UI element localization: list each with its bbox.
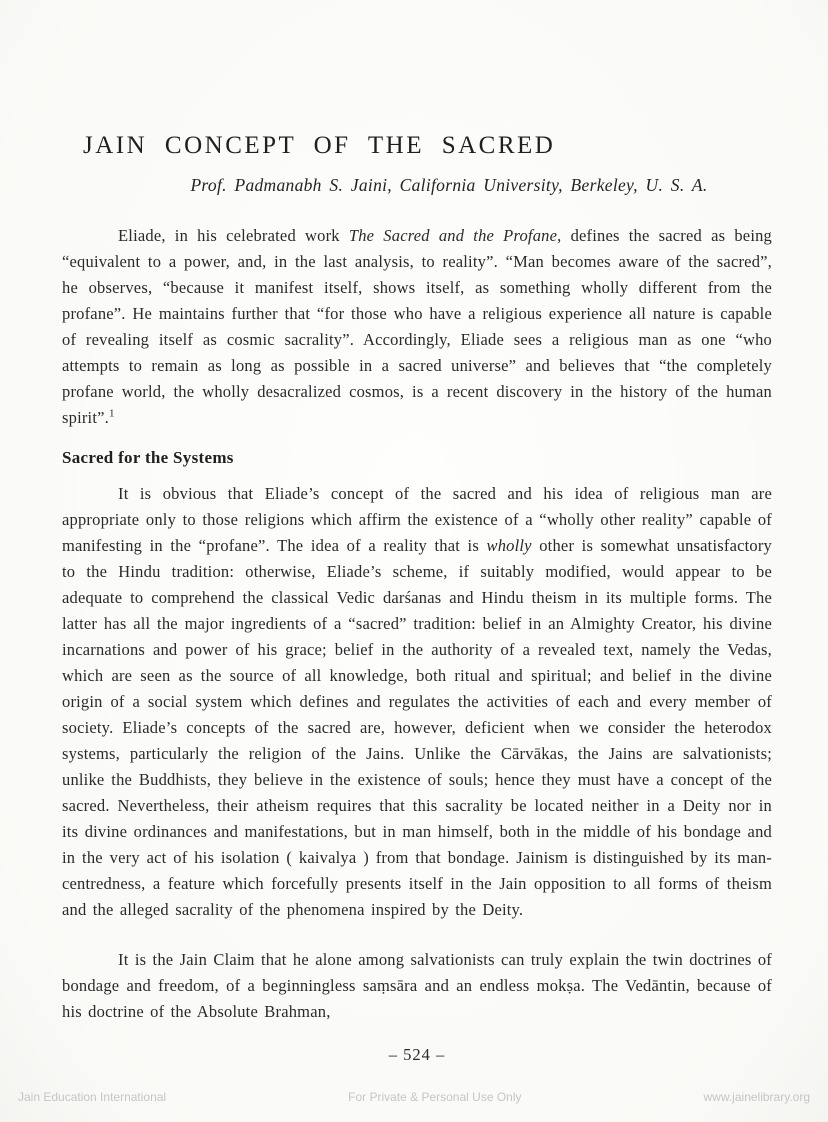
footer-website: www.jainelibrary.org bbox=[703, 1090, 810, 1104]
page-number: – 524 – bbox=[388, 1045, 446, 1064]
section-heading: Sacred for the Systems bbox=[62, 448, 234, 467]
paragraph-intro: Eliade, in his celebrated work The Sacred and the Profane, defines the sacred as being “equivalent to a power, and, in the last analysis, to reality”. “Man becomes aware of the sacred”, he observes, “because it manifest itself, shows itself, as something wholly different from the profane”. He maintains further that “for those who have a religious experience all nature is capable of revealing itself as cosmic sacrality”. Accordingly, Eliade sees a religious man as one “who attempts to remain as long as possible in a sacred universe” and believes that “the completely profane world, the wholly desacralized cosmos, is a recent discovery in the history of the human spirit”.$^1$ bbox=[62, 226, 773, 427]
article-body bbox=[0, 196, 828, 1065]
paragraph-jain-claim: It is the Jain Claim that he alone among salvationists can truly explain the twin doctrines of bondage and freedom, of a beginningless saṃsāra and an endless mokṣa. The Vedāntin, because of his doctrine of the Absolute Brahman, bbox=[62, 950, 772, 1021]
document-header bbox=[0, 0, 828, 196]
page-title: JAIN CONCEPT OF THE SACRED bbox=[83, 132, 556, 159]
footer-usage-notice: For Private & Personal Use Only bbox=[348, 1090, 522, 1104]
paragraph-sacred-systems: It is obvious that Eliade’s concept of the sacred and his idea of religious man are appropriate only to those religions which affirm the existence of a “wholly other reality” capable of manifesting in the “profane”. The idea of a reality that is wholly other is somewhat unsatisfactory to the Hindu tradition: otherwise, Eliade’s scheme, if suitably modified, would appear to be adequate to comprehend the classical Vedic darśanas and Hindu theism in its multiple forms. The latter has all the major ingredients of a “sacred” tradition: belief in an Almighty Creator, his divine incarnations and power of his grace; belief in the authority of a revealed text, namely the Vedas, which are seen as the source of all knowledge, both ritual and spiritual; and belief in the divine origin of a social system which defines and regulates the activities of each and every member of society. Eliade’s concepts of the sacred are, however, deficient when we consider the heterodox systems, particularly the religion of the Jains. Unlike the Cārvākas, the Jains are salvationists; unlike the Buddhists, they believe in the existence of souls; hence they must have a concept of the sacred. Nevertheless, their atheism requires that this sacrality be located neither in a Deity nor in its divine ordinances and manifestations, but in man himself, both in the middle of his bondage and in the very act of his isolation ( kaivalya ) from that bondage. Jainism is distinguished by its man-centredness, a feature which forcefully presents itself in the Jain opposition to all forms of theism and the alleged sacrality of the phenomena inspired by the Deity. bbox=[62, 484, 772, 919]
author-byline: Prof. Padmanabh S. Jaini, California University, Berkeley, U. S. A. bbox=[190, 175, 708, 195]
footer-publisher: Jain Education International bbox=[18, 1090, 167, 1104]
page-footer bbox=[0, 1090, 828, 1104]
